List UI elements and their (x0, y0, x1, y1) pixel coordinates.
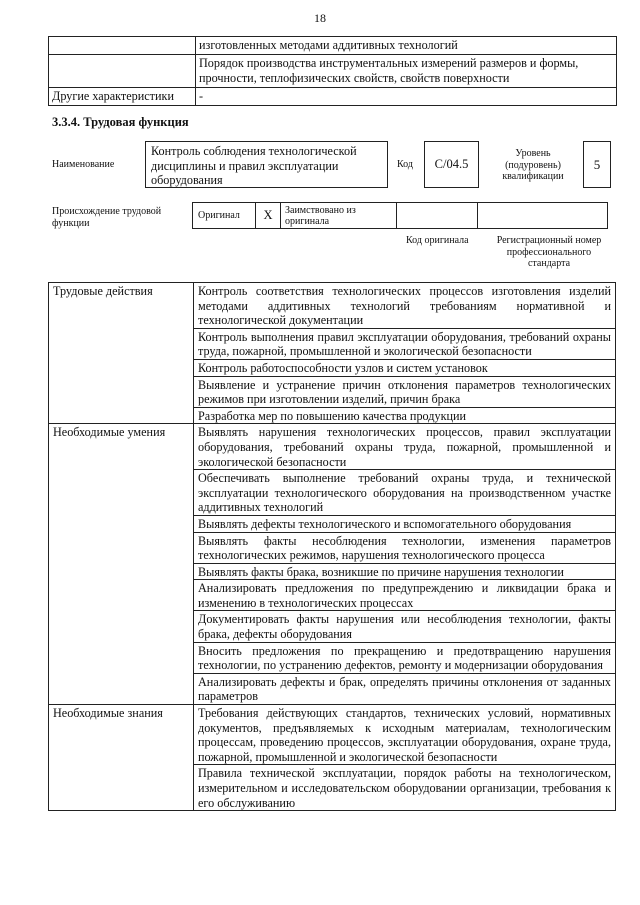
table-cell-label (49, 37, 196, 55)
table-cell-text: Выявлять дефекты технологического и вспомогательного оборудования (194, 515, 616, 532)
table-cell-text: Документировать факты нарушения или несоблюдения технологии, факты брака, дефекты оборудования (194, 611, 616, 642)
section-label: Необходимые умения (49, 424, 194, 705)
table-row (49, 37, 617, 55)
original-mark: X (255, 202, 281, 229)
table-row (49, 705, 616, 765)
table-cell-text: Контроль выполнения правил эксплуатации оборудования, требований охраны труда, пожарной, промышленной и экологической безопасности (194, 328, 616, 359)
function-name-box: Контроль соблюдения технологической дисциплины и правил эксплуатации оборудования (145, 141, 388, 188)
table-cell-text: - (196, 88, 617, 106)
reg-number-box (477, 202, 608, 229)
table-cell-text: Анализировать предложения по предупреждению и ликвидации брака и изменению в технологических процессах (194, 580, 616, 611)
section-title: 3.3.4. Трудовая функция (52, 115, 189, 129)
table-cell-text: Требования действующих стандартов, технических условий, нормативных документов, предъявляемых к исходным материалам, технологическим процессам, проведению процессов, эксплуатации оборудования, охране труда, пожарной, промышленной и экологической безопасности (194, 705, 616, 765)
table-cell-text: Контроль соответствия технологических процессов изготовления изделий методами аддитивных технологий требованиям нормативной и технологической документации (194, 283, 616, 329)
page-number: 18 (314, 11, 326, 25)
code-original-label: Код оригинала (406, 235, 469, 246)
table-cell-text: Разработка мер по повышению качества продукции (194, 407, 616, 424)
section-label: Необходимые знания (49, 705, 194, 811)
table-cell-text: Выявлять факты несоблюдения технологии, изменения параметров технологических режимов, нарушения технологического процесса (194, 532, 616, 563)
level-label: Уровень (подуровень) квалификации (502, 148, 564, 182)
table-cell-text: Обеспечивать выполнение требований охраны труда, и технической эксплуатации технологического оборудования на производственном участке аддитивных технологий (194, 470, 616, 516)
table-row (49, 55, 617, 88)
code-value-box: С/04.5 (424, 141, 479, 188)
labor-function-table (48, 282, 616, 811)
table-cell-text: Правила технической эксплуатации, порядок работы на технологическом, измерительном и исследовательском оборудовании организации, требования к его обслуживанию (194, 765, 616, 811)
original-label: Оригинал (192, 202, 256, 229)
code-original-box (396, 202, 478, 229)
table-cell-label (49, 55, 196, 88)
origin-label: Происхождение трудовой функции (52, 206, 162, 229)
level-value-box: 5 (583, 141, 611, 188)
table-row (49, 424, 616, 470)
name-label: Наименование (52, 159, 115, 170)
table-cell-label: Другие характеристики (49, 88, 196, 106)
code-label: Код (397, 159, 413, 170)
table-row (49, 88, 617, 106)
section-label: Трудовые действия (49, 283, 194, 424)
table-cell-text: Порядок производства инструментальных измерений размеров и формы, прочности, теплофизических свойств, свойств поверхности (196, 55, 617, 88)
borrowed-label: Заимствовано из оригинала (280, 202, 397, 229)
origin-row (193, 202, 608, 229)
table-cell-text: Выявлять нарушения технологических процессов, правил эксплуатации оборудования, требований охраны труда, пожарной, промышленной и экологической безопасности (194, 424, 616, 470)
table-cell-text: Выявление и устранение причин отклонения параметров технологических режимов при изготовлении изделий, причин брака (194, 376, 616, 407)
table-cell-text: Контроль работоспособности узлов и систем установок (194, 359, 616, 376)
table-row (49, 283, 616, 329)
table-cell-text: Анализировать дефекты и брак, определять причины отклонения от заданных параметров (194, 673, 616, 704)
table-cell-text: Выявлять факты брака, возникшие по причине нарушения технологии (194, 563, 616, 580)
table-cell-text: Вносить предложения по прекращению и предотвращению нарушения технологии, по устранению дефектов, ремонту и модернизации оборудования (194, 642, 616, 673)
reg-number-label: Регистрационный номер профессионального стандарта (496, 235, 602, 269)
table-cell-text: изготовленных методами аддитивных технологий (196, 37, 617, 55)
characteristics-table (48, 36, 617, 106)
